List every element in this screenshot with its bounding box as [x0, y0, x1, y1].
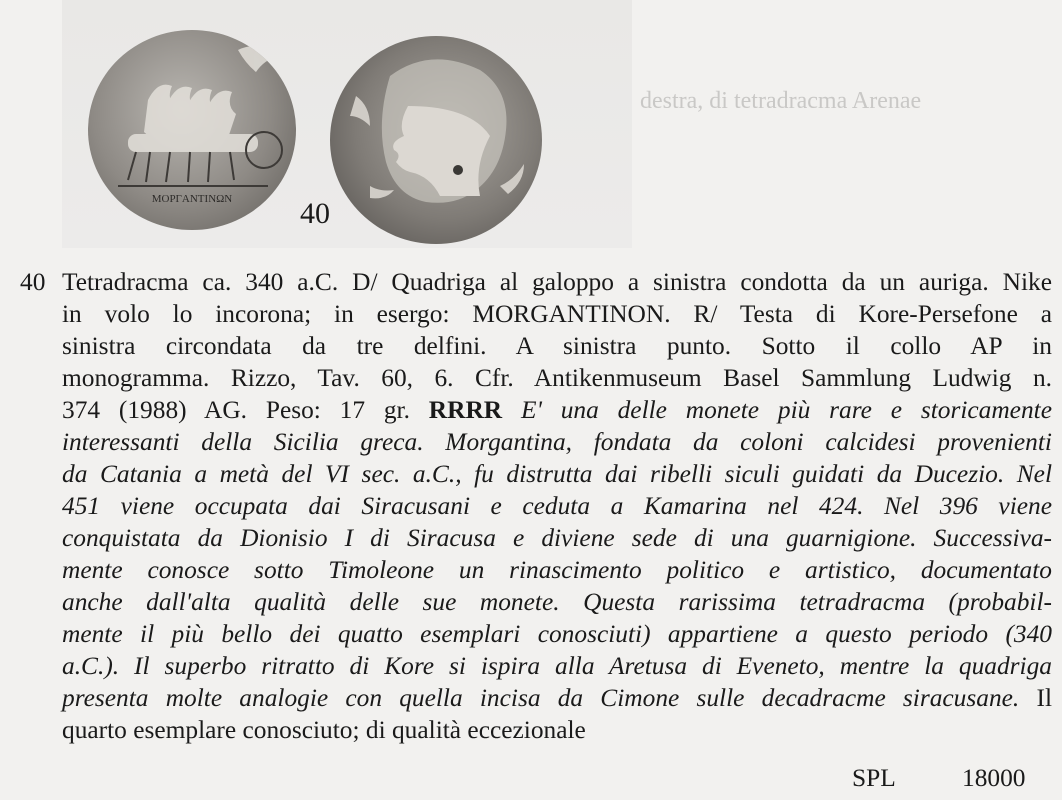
description-line: monogramma. Rizzo, Tav. 60, 6. Cfr. Antikenmuseum Basel Sammlung Ludwig n. [62, 364, 1052, 392]
coin-obverse-image [88, 30, 296, 230]
description-line: 374 (1988) AG. Peso: 17 gr. RRRR E' una delle monete più rare e storicamente [62, 396, 1052, 424]
bleed-through-text: destra, di tetradracma Arenae [640, 88, 922, 114]
description-line: mente il più bello dei quatto esemplari conosciuti) appartiene a questo periodo (340 [62, 620, 1052, 648]
svg-text:MOPΓANTINΩN: MOPΓANTINΩN [151, 193, 233, 205]
kore-head-icon [330, 36, 542, 244]
description-line: anche dall'alta qualità delle sue monete. Questa rarissima tetradracma (probabil- [62, 588, 1052, 616]
description-line: mente conosce sotto Timoleone un rinascimento politico e artistico, documentato [62, 556, 1052, 584]
description-line: Tetradracma ca. 340 a.C. D/ Quadriga al galoppo a sinistra condotta da un auriga. Nike [62, 268, 1052, 296]
description-line: sinistra circondata da tre delfini. A sinistra punto. Sotto il collo AP in [62, 332, 1052, 360]
description-line: quarto esemplare conosciuto; di qualità eccezionale [62, 716, 586, 744]
description-line: 451 viene occupata dai Siracusani e ceduta a Kamarina nel 424. Nel 396 viene [62, 492, 1052, 520]
plate-number: 40 [300, 197, 330, 230]
description-line: a.C.). Il superbo ritratto di Kore si ispira alla Aretusa di Eveneto, mentre la quadriga [62, 652, 1052, 680]
description-line: interessanti della Sicilia greca. Morgantina, fondata da coloni calcidesi provenienti [62, 428, 1052, 456]
description-line: presenta molte analogie con quella incisa da Cimone sulle decadracme siracusane. Il [62, 684, 1052, 712]
grade-label: SPL [852, 764, 896, 792]
description-line: in volo lo incorona; in esergo: MORGANTINON. R/ Testa di Kore-Persefone a [62, 300, 1052, 328]
coin-reverse-image [330, 36, 542, 244]
rarity-mark: RRRR [428, 396, 503, 424]
quadriga-icon [88, 30, 296, 230]
price-value: 18000 [962, 764, 1026, 792]
description-line: conquistata da Dionisio I di Siracusa e diviene sede di una guarnigione. Successiva- [62, 524, 1052, 552]
lot-number: 40 [20, 268, 46, 296]
lot-description [62, 266, 1052, 746]
description-line: da Catania a metà del VI sec. a.C., fu distrutta dai ribelli siculi guidati da Ducezio. Nel [62, 460, 1052, 488]
